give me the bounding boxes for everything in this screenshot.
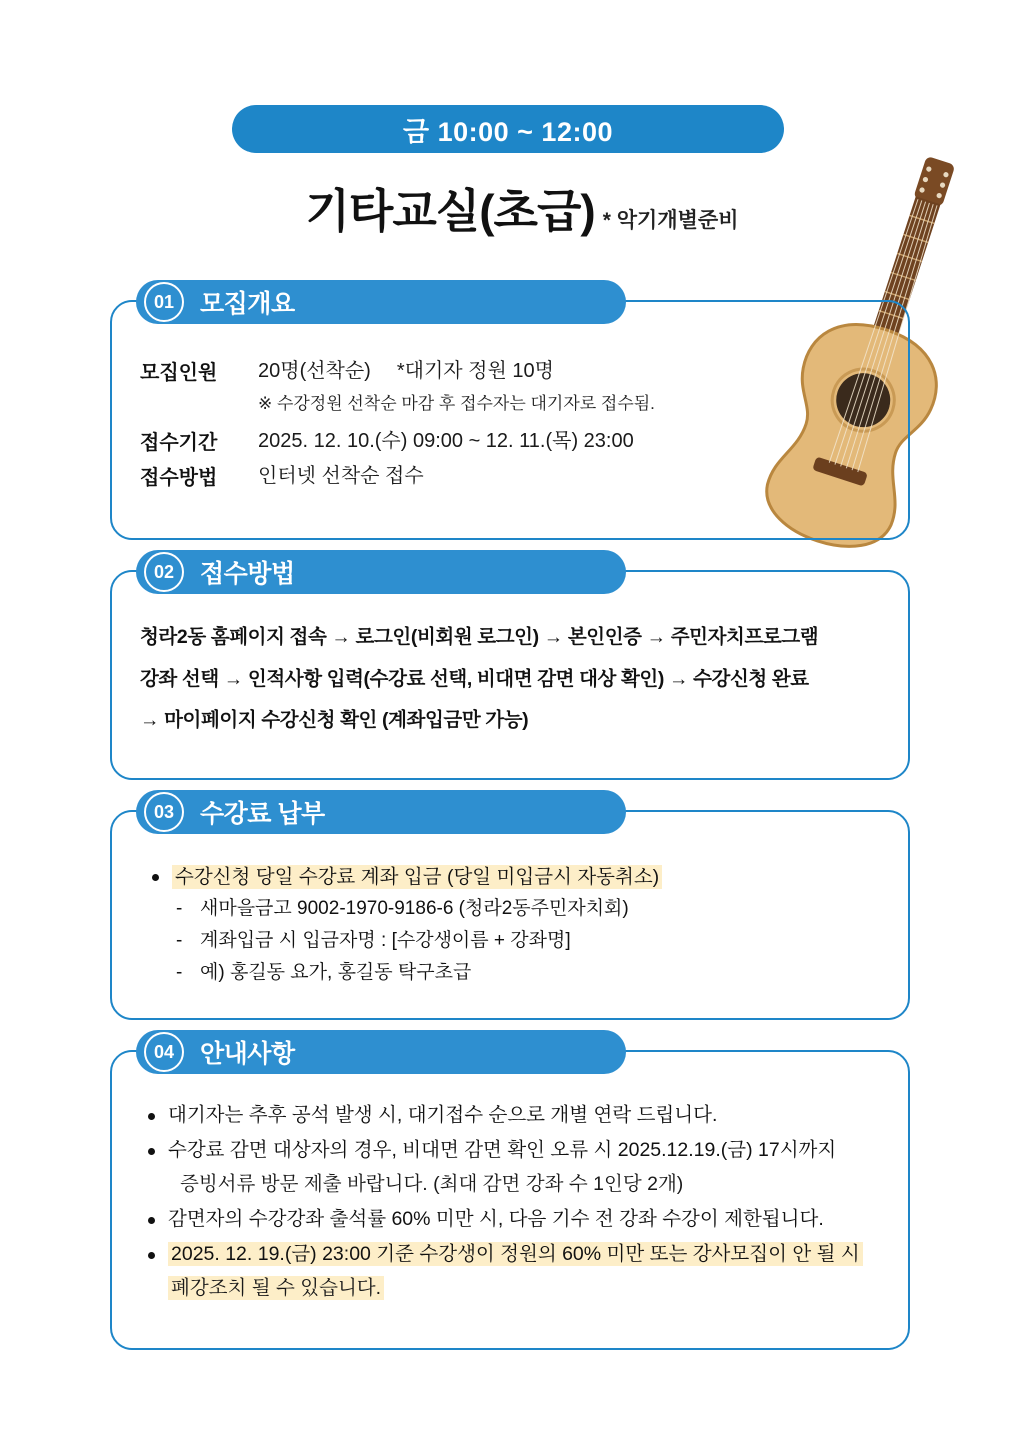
note-capacity: ※ 수강정원 선착순 마감 후 접수자는 대기자로 접수됨. (258, 394, 655, 413)
section-recruitment-overview (110, 290, 910, 540)
notice-item-1: 대기자는 추후 공석 발생 시, 대기접수 순으로 개별 연락 드립니다. (136, 1102, 892, 1130)
payment-detail-depositor: - 계좌입금 시 입금자명 : [수강생이름 + 강좌명] (142, 928, 882, 955)
application-step-line-3: → 마이페이지 수강신청 확인 (계좌입금만 가능) (140, 709, 529, 731)
class-time-badge: 금 10:00 ~ 12:00 (232, 105, 784, 153)
section-title-03: 수강료 납부 (200, 800, 325, 828)
section-number-03: 03 (144, 792, 184, 832)
notice-item-4-text: 2025. 12. 19.(금) 23:00 기준 수강생이 정원의 60% 미만 또는 강사모집이 안 될 시 (168, 1242, 863, 1266)
page-title: 기타교실(초급) (305, 185, 595, 237)
notice-item-2-continued: 증빙서류 방문 제출 바랍니다. (최대 감면 강좌 수 1인당 2개) (180, 1173, 684, 1196)
value-capacity-main: 20명(선착순) (258, 360, 371, 382)
section-notice (110, 1040, 910, 1350)
notice-item-3: 감면자의 수강강좌 출석률 60% 미만 시, 다음 기수 전 강좌 수강이 제한됩니다. (136, 1206, 892, 1234)
row-method (140, 459, 880, 490)
notice-item-4 (136, 1241, 892, 1269)
section-03-body (142, 864, 882, 991)
notice-item-4-continued-text: 폐강조치 될 수 있습니다. (168, 1276, 384, 1300)
section-tuition-payment (110, 800, 910, 1020)
value-capacity (258, 354, 554, 383)
application-step-line-1: 청라2동 홈페이지 접속 → 로그인(비회원 로그인) → 본인인증 → 주민자치프로그램 (140, 626, 819, 648)
section-number-01: 01 (144, 282, 184, 322)
payment-main-bullet-text: 수강신청 당일 수강료 계좌 입금 (당일 미입금시 자동취소) (172, 865, 662, 889)
row-capacity (140, 354, 880, 385)
section-title-04: 안내사항 (200, 1040, 295, 1068)
application-step-line-2: 강좌 선택 → 인적사항 입력(수강료 선택, 비대면 감면 대상 확인) → 수강신청 완료 (140, 667, 809, 690)
section-header-02 (136, 550, 626, 594)
title-note: * 악기개별준비 (602, 209, 739, 232)
section-04-body (136, 1102, 892, 1303)
notice-item-4-continued (136, 1275, 892, 1303)
value-period: 2025. 12. 10.(수) 09:00 ~ 12. 11.(목) 23:00 (258, 430, 634, 452)
payment-main-bullet (142, 864, 882, 890)
label-period: 접수기간 (140, 432, 218, 454)
section-header-01 (136, 280, 626, 324)
section-header-03 (136, 790, 626, 834)
section-title-02: 접수방법 (200, 560, 295, 588)
value-method: 인터넷 선착순 접수 (258, 465, 424, 487)
section-application-method (110, 560, 910, 780)
notice-item-2: 수강료 감면 대상자의 경우, 비대면 감면 확인 오류 시 2025.12.19.(금) 17시까지 (136, 1137, 892, 1165)
section-number-04: 04 (144, 1032, 184, 1072)
section-01-body (140, 354, 880, 494)
section-number-02: 02 (144, 552, 184, 592)
title-row (0, 175, 1024, 241)
value-capacity-waitlist: *대기자 정원 10명 (396, 360, 554, 382)
label-capacity: 모집인원 (140, 362, 218, 384)
section-02-body (140, 628, 886, 753)
payment-detail-account: - 새마을금고 9002-1970-9186-6 (청라2동주민자치회) (142, 896, 882, 923)
section-header-04 (136, 1030, 626, 1074)
label-method: 접수방법 (140, 467, 218, 489)
payment-detail-example: - 예) 홍길동 요가, 홍길동 탁구초급 (142, 960, 882, 987)
section-title-01: 모집개요 (200, 290, 295, 318)
row-period (140, 424, 880, 455)
